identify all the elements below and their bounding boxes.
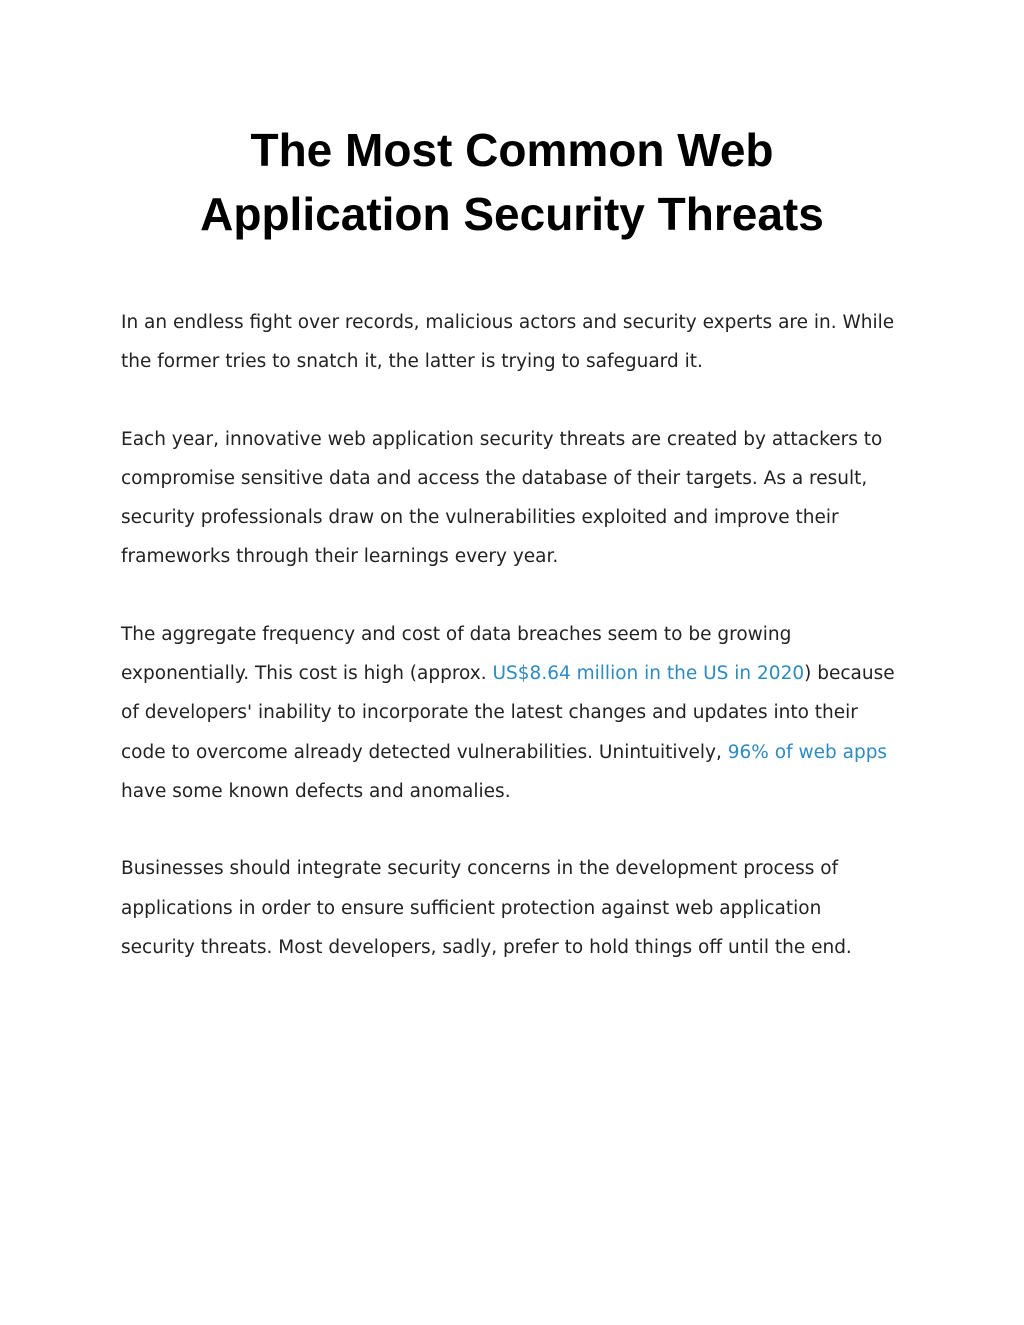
paragraph-line: frameworks through their learnings every year. <box>121 546 559 568</box>
paragraph-line: The aggregate frequency and cost of data breaches seem to be growing <box>121 623 792 645</box>
paragraph-line: Businesses should integrate security concerns in the development process of <box>121 858 839 880</box>
paragraph-recommendation <box>121 849 911 967</box>
paragraph-threats <box>121 420 911 577</box>
web-apps-stat-link[interactable]: 96% of web apps <box>727 741 888 763</box>
paragraph-line: applications in order to ensure sufficient protection against web application <box>121 897 822 919</box>
text-segment: code to overcome already detected vulnerabilities. Unintuitively, <box>121 741 728 763</box>
paragraph-intro <box>121 303 911 382</box>
page-title <box>0 118 1024 246</box>
paragraph-line: security professionals draw on the vulnerabilities exploited and improve their <box>121 507 839 529</box>
paragraph-line: of developers' inability to incorporate the latest changes and updates into their <box>121 702 858 724</box>
paragraph-line <box>121 654 911 693</box>
paragraph-line: security threats. Most developers, sadly, prefer to hold things off until the end. <box>121 936 852 958</box>
text-segment: ) because <box>804 663 895 685</box>
paragraph-breach-cost <box>121 615 911 811</box>
text-segment: exponentially. This cost is high (approx. <box>121 663 493 685</box>
paragraph-line: Each year, innovative web application security threats are created by attackers to <box>121 428 883 450</box>
document-body <box>121 303 911 1005</box>
paragraph-line: compromise sensitive data and access the database of their targets. As a result, <box>121 467 868 489</box>
paragraph-line: In an endless fight over records, malicious actors and security experts are in. While <box>121 312 895 333</box>
paragraph-line: the former tries to snatch it, the latter is trying to safeguard it. <box>121 351 703 373</box>
title-line-2: Application Security Threats <box>200 188 824 240</box>
paragraph-line: have some known defects and anomalies. <box>121 780 511 802</box>
breach-cost-link[interactable]: US$8.64 million in the US in 2020 <box>492 663 805 685</box>
paragraph-line <box>121 733 911 772</box>
title-line-1: The Most Common Web <box>250 124 774 176</box>
